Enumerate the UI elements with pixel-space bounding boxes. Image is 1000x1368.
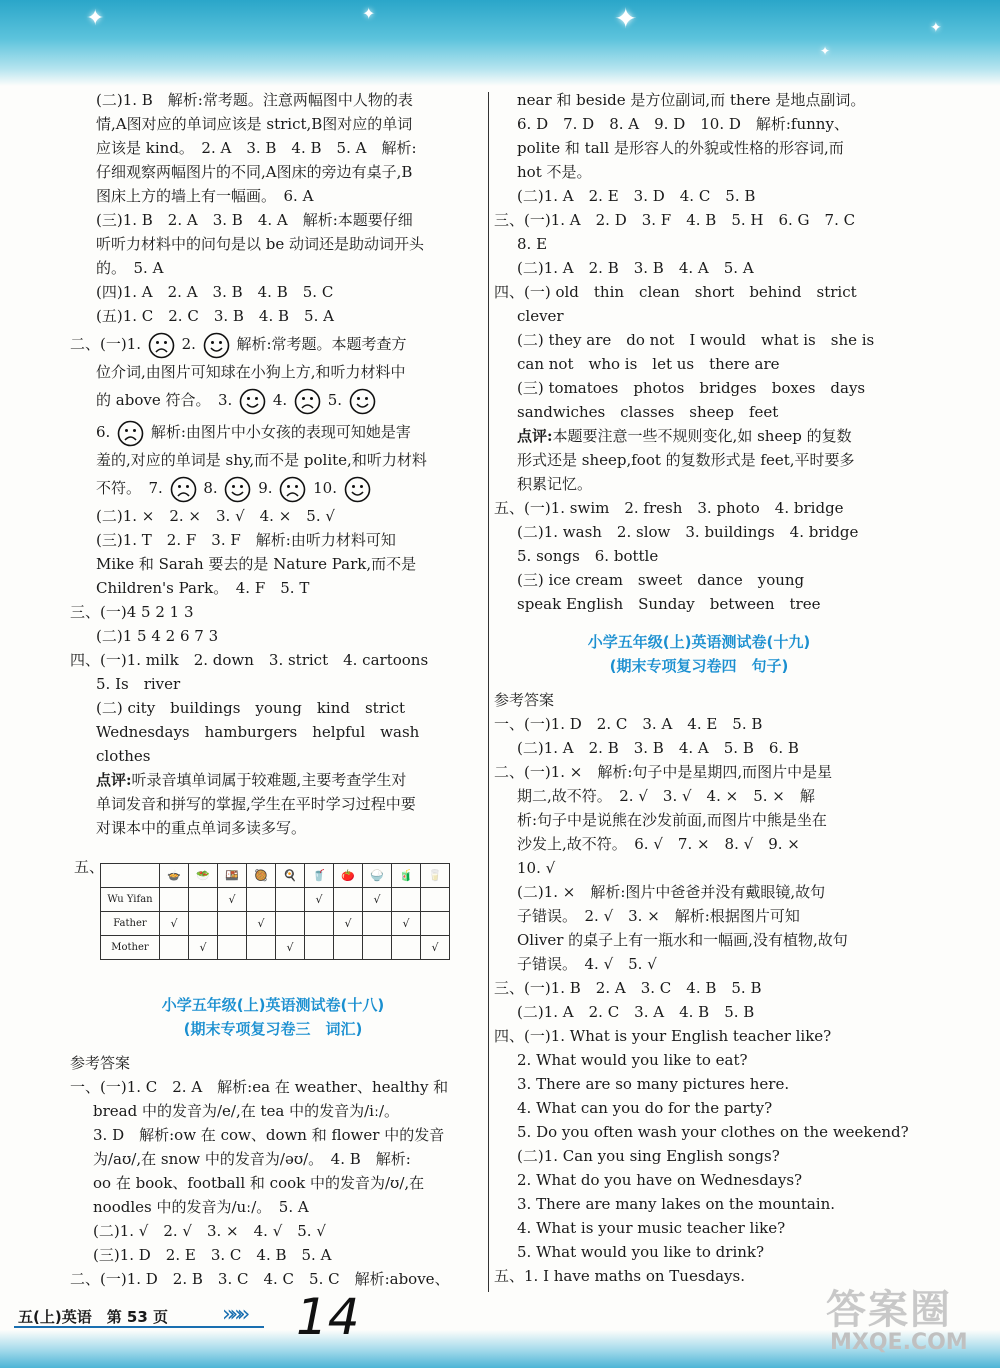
answer-line: 仔细观察两幅图片的不同,A图床的旁边有桌子,B	[96, 163, 413, 181]
answer-line: 10. √	[517, 859, 556, 877]
answer-line: 三、(一)1. A 2. D 3. F 4. B 5. H 6. G 7. C	[494, 211, 856, 229]
answer-line: (二)1. A 2. B 3. B 4. A 5. A	[517, 259, 754, 277]
section-title: 小学五年级(上)英语测试卷(十九)	[587, 633, 811, 651]
answer-line: (三)1. D 2. E 3. C 4. B 5. A	[93, 1246, 332, 1264]
answer-line: speak English Sunday between tree	[517, 595, 821, 613]
answer-line: 四、(一)1. milk 2. down 3. strict 4. cartoons	[70, 651, 429, 669]
row-name: Mother	[101, 936, 160, 960]
food-icon: 🥗	[189, 864, 218, 888]
table-cell: √	[421, 936, 450, 960]
table-cell	[421, 912, 450, 936]
table-cell	[363, 936, 392, 960]
answer-line: (二)1. × 解析:图片中爸爸并没有戴眼镜,故句	[517, 883, 826, 901]
comment-line: 积累记忆。	[517, 475, 593, 493]
table-cell	[392, 936, 421, 960]
happy-face-icon	[344, 476, 371, 503]
answer-line: 5. What would you like to drink?	[517, 1243, 765, 1261]
table-cell: √	[305, 888, 334, 912]
answer-line: 子错误。 4. √ 5. √	[517, 955, 657, 973]
answer-line: Oliver 的桌子上有一瓶水和一幅画,没有植物,故句	[517, 931, 848, 949]
reference-answers-label: 参考答案	[70, 1054, 131, 1072]
table-cell	[276, 888, 305, 912]
answer-line: 听听力材料中的问句是以 be 动词还是助动词开头	[96, 235, 425, 253]
answer-line: 析:句子中是说熊在沙发前面,而图片中熊是坐在	[517, 811, 827, 829]
food-icon: 🍲	[160, 864, 189, 888]
answer-line: 一、(一)1. D 2. C 3. A 4. E 5. B	[494, 715, 763, 733]
comment-line: 单词发音和拼写的掌握,学生在平时学习过程中要	[96, 795, 416, 813]
answer-line: (二)1. √ 2. √ 3. × 4. √ 5. √	[93, 1222, 326, 1240]
sad-face-icon	[170, 476, 197, 503]
column-divider	[488, 92, 489, 1292]
answer-line: (二)1. Can you sing English songs?	[517, 1147, 780, 1165]
table-cell	[334, 888, 363, 912]
answer-line: (二)1. B 解析:常考题。注意两幅图中人物的表	[96, 91, 413, 109]
answer-line: 情,A图对应的单词应该是 strict,B图对应的单词	[96, 115, 413, 133]
table-cell: √	[334, 912, 363, 936]
answer-line: Children's Park。 4. F 5. T	[96, 579, 310, 597]
sparkle-icon: ✦	[86, 6, 105, 31]
happy-face-icon	[239, 388, 266, 415]
answer-line: (二)1. A 2. B 3. B 4. A 5. B 6. B	[517, 739, 799, 757]
answer-line: 沙发上,故不符。 6. √ 7. × 8. √ 9. ×	[517, 835, 800, 853]
food-icon: 🍚	[363, 864, 392, 888]
answer-line: (二)1 5 4 2 6 7 3	[96, 627, 219, 645]
table-cell: √	[276, 936, 305, 960]
answer-line: 5. Do you often wash your clothes on the weekend?	[517, 1123, 909, 1141]
sad-face-icon	[279, 476, 306, 503]
sad-face-icon	[148, 332, 175, 359]
answer-line: (三) tomatoes photos bridges boxes days	[517, 379, 866, 397]
table-cell: √	[218, 888, 247, 912]
answer-line: 4. What can you do for the party?	[517, 1099, 773, 1117]
answer-line: 五、(一)1. swim 2. fresh 3. photo 4. bridge	[494, 499, 844, 517]
answer-line: 6. D 7. D 8. A 9. D 10. D 解析:funny、	[517, 115, 849, 133]
table-cell	[160, 888, 189, 912]
answer-line: noodles 中的发音为/uː/。 5. A	[93, 1198, 309, 1216]
sad-face-icon	[117, 420, 144, 447]
table-cell	[305, 936, 334, 960]
table-cell	[305, 912, 334, 936]
answer-line: 5. songs 6. bottle	[517, 547, 659, 565]
reference-answers-label: 参考答案	[494, 691, 555, 709]
answer-line: polite 和 tall 是形容人的外貌或性格的形容词,而	[517, 139, 844, 157]
answer-line: 2. What would you like to eat?	[517, 1051, 748, 1069]
answer-line: (三)1. B 2. A 3. B 4. A 解析:本题要仔细	[96, 211, 413, 229]
answer-line-faces: 不符。 7. 8. 9. 10.	[96, 472, 476, 504]
answer-line: (四)1. A 2. A 3. B 4. B 5. C	[96, 283, 334, 301]
table-cell	[247, 888, 276, 912]
food-icon: 🍱	[218, 864, 247, 888]
table-cell	[189, 888, 218, 912]
answer-line: oo 在 book、football 和 cook 中的发音为/ʊ/,在	[93, 1174, 425, 1192]
answer-line: bread 中的发音为/e/,在 tea 中的发音为/iː/。	[93, 1102, 400, 1120]
answer-line: Wednesdays hamburgers helpful wash	[96, 723, 420, 741]
handwritten-number: 14	[296, 1288, 360, 1346]
answer-line: 的。 5. A	[96, 259, 164, 277]
answer-line: 三、(一)4 5 2 1 3	[70, 603, 194, 621]
answer-line: 四、(一) old thin clean short behind strict	[494, 283, 857, 301]
food-icon: 🍅	[334, 864, 363, 888]
left-lower-section	[70, 993, 476, 1291]
table-cell	[218, 936, 247, 960]
answer-line: 8. E	[517, 235, 548, 253]
answer-line: 期二,故不符。 2. √ 3. √ 4. × 5. × 解	[517, 787, 815, 805]
top-decorative-band	[0, 0, 1000, 86]
answer-line: (三)1. T 2. F 3. F 解析:由听力材料可知	[96, 531, 396, 549]
arrow-icon: »»»	[222, 1302, 245, 1327]
happy-face-icon	[203, 332, 230, 359]
answer-line: 4. What is your music teacher like?	[517, 1219, 786, 1237]
answer-line: near 和 beside 是方位副词,而 there 是地点副词。	[517, 91, 866, 109]
comment-line: 点评:听录音填单词属于较难题,主要考查学生对	[96, 771, 407, 789]
answer-line: (五)1. C 2. C 3. B 4. B 5. A	[96, 307, 334, 325]
food-check-table	[100, 863, 450, 960]
table-row	[101, 936, 450, 960]
food-icon: 🥘	[247, 864, 276, 888]
answer-line: 3. There are many lakes on the mountain.	[517, 1195, 836, 1213]
food-icon: 🥛	[421, 864, 450, 888]
page-number-label: 五(上)英语 第 53 页	[18, 1308, 169, 1326]
answer-line: clever	[517, 307, 564, 325]
left-column	[70, 88, 476, 840]
answer-line: 五、1. I have maths on Tuesdays.	[494, 1267, 746, 1285]
table-cell	[160, 936, 189, 960]
row-name: Father	[101, 912, 160, 936]
watermark-url: MXQE.COM	[830, 1330, 968, 1355]
answer-line-faces: 的 above 符合。 3. 4. 5.	[96, 384, 476, 416]
answer-line: 位介词,由图片可知球在小狗上方,和听力材料中	[96, 363, 406, 381]
section-subtitle: (期末专项复习卷四 句子)	[609, 657, 789, 675]
table-cell	[247, 936, 276, 960]
watermark-logo: 答案圈	[826, 1287, 952, 1333]
table-cell	[392, 888, 421, 912]
section-five-label: 五、	[74, 858, 105, 876]
answer-line: (三) ice cream sweet dance young	[517, 571, 805, 589]
answer-line: 二、(一)1. D 2. B 3. C 4. C 5. C 解析:above、	[70, 1270, 450, 1288]
table-cell	[334, 936, 363, 960]
answer-line: (二)1. × 2. × 3. √ 4. × 5. √	[96, 507, 335, 525]
answer-line: 为/aʊ/,在 snow 中的发音为/əʊ/。 4. B 解析:	[93, 1150, 411, 1168]
table-cell	[218, 912, 247, 936]
right-column	[494, 88, 909, 1288]
answer-line: 四、(一)1. What is your English teacher like?	[494, 1027, 832, 1045]
answer-line: 三、(一)1. B 2. A 3. C 4. B 5. B	[494, 979, 762, 997]
sparkle-icon: ✦	[820, 44, 831, 58]
answer-line: (二)1. wash 2. slow 3. buildings 4. bridge	[517, 523, 859, 541]
section-title: 小学五年级(上)英语测试卷(十八)	[161, 996, 385, 1014]
answer-line: 2. What do you have on Wednesdays?	[517, 1171, 803, 1189]
answer-line: Mike 和 Sarah 要去的是 Nature Park,而不是	[96, 555, 417, 573]
table-cell	[421, 888, 450, 912]
answer-line: sandwiches classes sheep feet	[517, 403, 779, 421]
row-name: Wu Yifan	[101, 888, 160, 912]
table-row	[101, 888, 450, 912]
happy-face-icon	[349, 388, 376, 415]
answer-line: 3. D 解析:ow 在 cow、down 和 flower 中的发音	[93, 1126, 445, 1144]
comment-label: 点评:	[96, 771, 132, 789]
answer-line: 羞的,对应的单词是 shy,而不是 polite,和听力材料	[96, 451, 427, 469]
answer-line: (二) they are do not I would what is she is	[517, 331, 875, 349]
food-icon: 🥤	[305, 864, 334, 888]
table-cell: √	[160, 912, 189, 936]
table-cell: √	[392, 912, 421, 936]
table-header-row	[101, 864, 450, 888]
table-cell	[363, 912, 392, 936]
table-row	[101, 912, 450, 936]
table-cell: √	[363, 888, 392, 912]
sad-face-icon	[294, 388, 321, 415]
answer-line: 5. Is river	[96, 675, 181, 693]
table-cell	[189, 912, 218, 936]
answer-line: 图床上方的墙上有一幅画。 6. A	[96, 187, 314, 205]
answer-line: 应该是 kind。 2. A 3. B 4. B 5. A 解析:	[96, 139, 417, 157]
sparkle-icon: ✦	[362, 4, 376, 23]
food-icon: 🧃	[392, 864, 421, 888]
answer-line: can not who is let us there are	[517, 355, 780, 373]
comment-line: 形式还是 sheep,foot 的复数形式是 feet,平时要多	[517, 451, 855, 469]
answer-line: 一、(一)1. C 2. A 解析:ea 在 weather、healthy 和	[70, 1078, 449, 1096]
table-cell	[276, 912, 305, 936]
table-cell: √	[189, 936, 218, 960]
comment-label: 点评:	[517, 427, 553, 445]
answer-line-faces: 6. 解析:由图片中小女孩的表现可知她是害	[96, 416, 476, 448]
answer-line-faces: 二、(一)1. 2. 解析:常考题。本题考查方	[70, 328, 476, 360]
comment-line: 对课本中的重点单词多读多写。	[96, 819, 307, 837]
sparkle-icon: ✦	[614, 2, 638, 35]
sparkle-icon: ✦	[930, 20, 942, 36]
section-subtitle: (期末专项复习卷三 词汇)	[183, 1020, 363, 1038]
answer-line: 子错误。 2. √ 3. × 解析:根据图片可知	[517, 907, 800, 925]
answer-line: (二)1. A 2. C 3. A 4. B 5. B	[517, 1003, 755, 1021]
answer-line: (二) city buildings young kind strict	[96, 699, 406, 717]
food-icon: 🍳	[276, 864, 305, 888]
answer-line: hot 不是。	[517, 163, 592, 181]
answer-line: 二、(一)1. × 解析:句子中是星期四,而图片中是星	[494, 763, 833, 781]
answer-line: (二)1. A 2. E 3. D 4. C 5. B	[517, 187, 756, 205]
happy-face-icon	[224, 476, 251, 503]
comment-line: 点评:本题要注意一些不规则变化,如 sheep 的复数	[517, 427, 852, 445]
table-cell: √	[247, 912, 276, 936]
answer-line: 3. There are so many pictures here.	[517, 1075, 790, 1093]
answer-line: clothes	[96, 747, 151, 765]
